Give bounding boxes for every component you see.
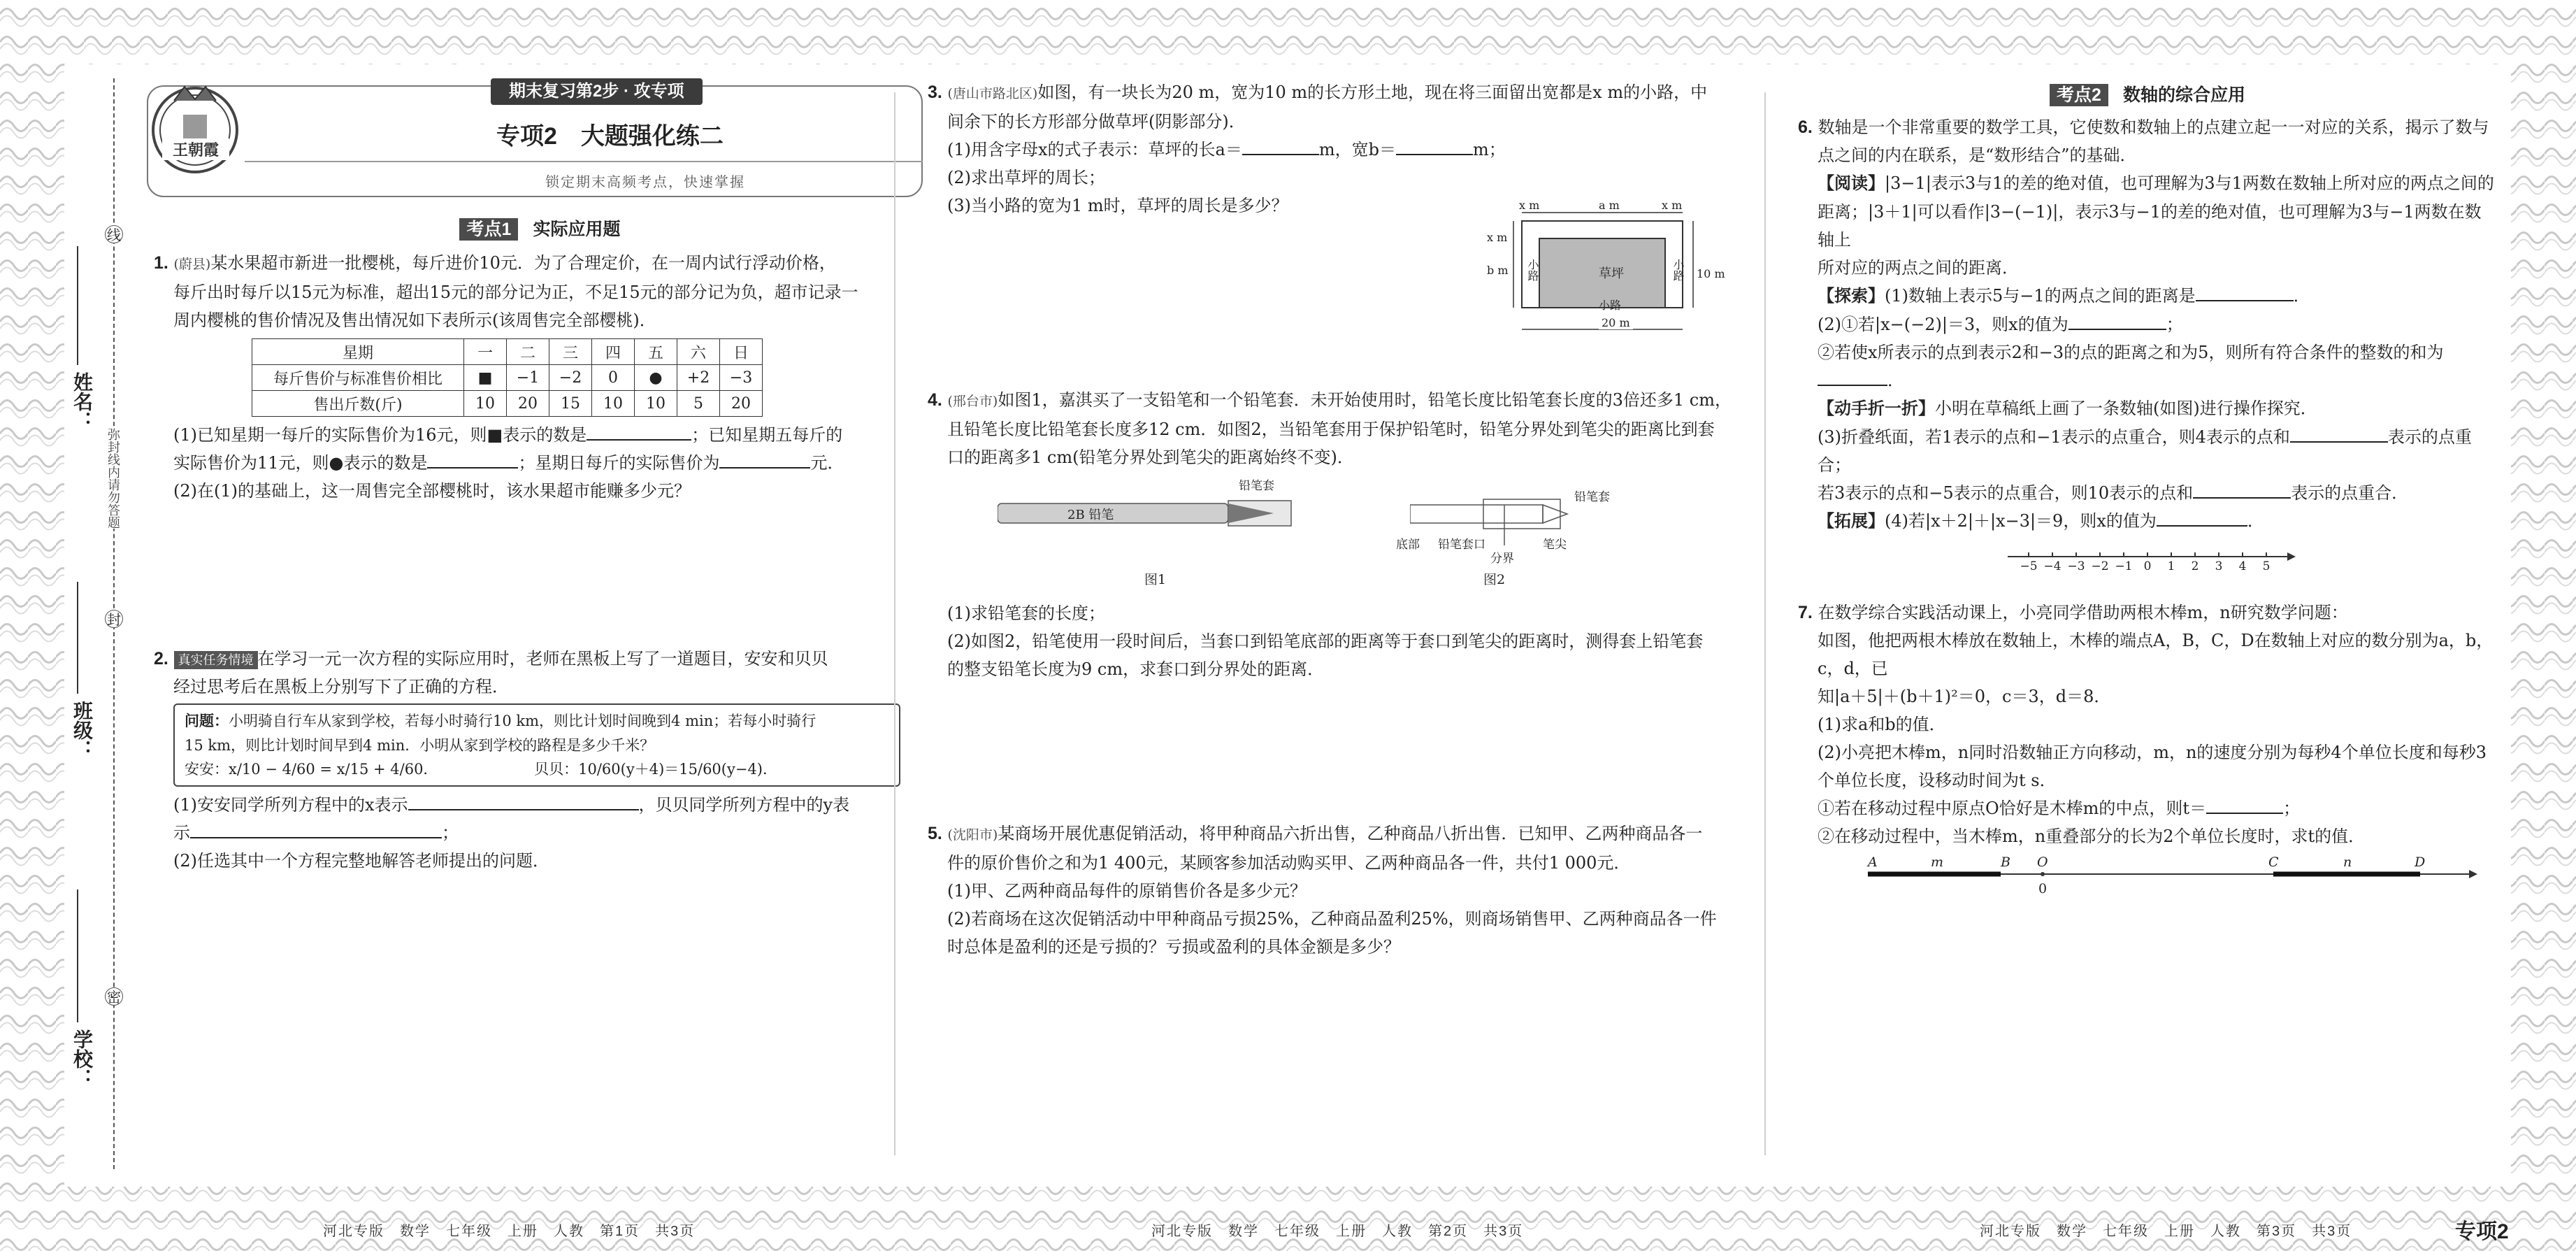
- class-line: [77, 582, 78, 694]
- table-cell: 日: [720, 339, 763, 365]
- q1-part1-a: (1)已知星期一每斤的实际售价为16元，则■表示的数是: [173, 425, 587, 445]
- q7-label-C: C: [2268, 855, 2279, 870]
- question-1: [147, 249, 933, 645]
- school-label: 学校：: [71, 1029, 93, 1088]
- q2-part1-a: (1)安安同学所列方程中的x表示: [173, 795, 408, 815]
- table-cell: 星期: [252, 339, 464, 365]
- q3-part1-b: m，宽b＝: [1318, 140, 1396, 159]
- q3-source: (唐山市路北区): [947, 86, 1038, 101]
- question-4: [928, 386, 1777, 820]
- column-divider-2: [1764, 92, 1766, 1155]
- tick-label: 5: [2262, 559, 2271, 573]
- q4-figure-1: [998, 491, 1305, 533]
- header-block: [147, 78, 933, 211]
- q3-blank-a[interactable]: [1242, 136, 1319, 155]
- table-row: [252, 391, 763, 417]
- q6-fold-2b: 表示的点重合；: [1818, 427, 2472, 475]
- table-cell: −2: [549, 365, 592, 391]
- q1-text-1: 某水果超市新进一批樱桃，每斤进价10元．为了合理定价，在一周内试行浮动价格，: [210, 253, 836, 273]
- q2-box-line-1: 小明骑自行车从家到学校，若每小时骑行10 km，则比计划时间晚到4 min；若每小时骑行: [229, 713, 816, 729]
- column-1: [147, 78, 933, 875]
- q6-explore-3-end: ．: [1887, 371, 1904, 390]
- q3-text-2: 间余下的长方形部分做草坪(阴影部分)．: [947, 112, 1246, 131]
- page-subtitle: 锁定期末高频考点，快速掌握: [545, 173, 745, 190]
- q2-part1-b: ，贝贝同学所列方程中的y表: [638, 795, 850, 815]
- q6-blank-fold1[interactable]: [2290, 423, 2388, 443]
- q6-number: 6.: [1798, 117, 1813, 137]
- q2-text-1: 在学习一元一次方程的实际应用时，老师在黑板上写了一道题目，安安和贝贝: [257, 649, 828, 669]
- q3-fig-10m: 10 m: [1697, 267, 1725, 280]
- q3-fig-xm-left: x m: [1519, 199, 1540, 212]
- q6-text-2: 点之间的内在联系，是“数形结合”的基础．: [1818, 145, 2137, 165]
- table-cell: 三: [549, 339, 592, 365]
- header-banner: 期末复习第2步 · 攻专项: [491, 78, 703, 105]
- seal-mark-seal: 封: [105, 610, 123, 628]
- table-cell: ■: [464, 365, 507, 391]
- logo-text: 王朝霞: [162, 138, 229, 160]
- q4-fig1-caption: 图1: [1144, 572, 1167, 587]
- q3-blank-b[interactable]: [1396, 136, 1473, 155]
- q7-blank-t[interactable]: [2206, 794, 2283, 814]
- q2-number: 2.: [154, 649, 168, 669]
- q3-fig-20m: 20 m: [1599, 316, 1633, 329]
- q3-fig-am: a m: [1599, 199, 1620, 212]
- exam-sheet: [64, 64, 2511, 1243]
- q3-text-1: 如图，有一块长为20 m，宽为10 m的长方形土地，现在将三面留出宽都是x m的小路，中: [1037, 83, 1708, 102]
- q2-part2: (2)任选其中一个方程完整地解答老师提出的问题．: [173, 851, 549, 871]
- q3-part1-a: (1)用含字母x的式子表示：草坪的长a＝: [947, 140, 1242, 159]
- q4-text-1: 如图1，嘉淇买了一支铅笔和一个铅笔套．未开始使用时，铅笔长度比铅笔套长度的3倍还多1 cm，: [998, 390, 1732, 410]
- tick-label: −4: [2043, 559, 2061, 573]
- table-cell: 10: [464, 391, 507, 417]
- table-cell: ●: [635, 365, 677, 391]
- q7-text-2: 如图，他把两根木棒放在数轴上，木棒的端点A，B，C，D在数轴上对应的数分别为a，b，c，d，已: [1818, 631, 2494, 678]
- q1-number: 1.: [154, 253, 168, 273]
- q7-part2-a: (2)小亮把木棒m，n同时沿数轴正方向移动，m，n的速度分别为每秒4个单位长度和每秒3: [1818, 743, 2487, 762]
- tick-label: 0: [2143, 559, 2152, 573]
- q1-part1-c: 实际售价为11元，则●表示的数是: [173, 453, 428, 473]
- q6-explore-tag: 【探索】: [1818, 287, 1885, 306]
- keypoint-2-tag: 考点2: [2050, 84, 2108, 106]
- tick-label: −3: [2067, 559, 2085, 573]
- q7-label-O: O: [2037, 855, 2048, 870]
- table-cell: −3: [720, 365, 763, 391]
- tick-label: 2: [2191, 559, 2199, 573]
- q5-part2-b: 时总体是盈利的还是亏损的？亏损或盈利的具体金额是多少？: [947, 937, 1400, 957]
- q2-tag: 真实任务情境: [174, 651, 258, 669]
- q3-part1-c: m；: [1472, 140, 1506, 159]
- q7-part3-b: ；: [2283, 799, 2301, 818]
- keypoint-2: [1798, 81, 2497, 106]
- table-cell: 每斤售价与标准售价相比: [252, 365, 464, 391]
- q4-part1: (1)求铅笔套的长度；: [947, 603, 1105, 623]
- q6-explore-1: (1)数轴上表示5与−1的两点之间的距离是: [1885, 286, 2196, 306]
- q4-fig1-cap-label: 铅笔套: [1239, 479, 1274, 493]
- class-label: 班级：: [71, 701, 93, 759]
- q7-label-zero: 0: [2038, 881, 2048, 896]
- keypoint-1-title: 实际应用题: [533, 220, 621, 239]
- q4-fig2-boundary-label: 分界: [1490, 552, 1514, 566]
- q3-fig-road-right: 小路: [1671, 259, 1685, 281]
- q1-answer-space[interactable]: [154, 505, 933, 645]
- tick-label: −2: [2091, 559, 2109, 573]
- seal-mark-line: 线: [105, 225, 123, 243]
- q7-label-n: n: [2343, 855, 2352, 870]
- q3-fig-road-bottom: 小路: [1599, 299, 1622, 312]
- table-cell: 一: [464, 339, 507, 365]
- footer-page-2: 河北专版 数学 七年级 上册 人教 第2页 共3页: [1151, 1224, 1524, 1239]
- q1-part1-b: ；已知星期五每斤的: [691, 425, 843, 445]
- footer-page-1: 河北专版 数学 七年级 上册 人教 第1页 共3页: [323, 1224, 696, 1239]
- q4-fig2-cap-label: 铅笔套: [1574, 490, 1610, 504]
- q4-source: (邢台市): [947, 394, 998, 409]
- column-divider-1: [894, 92, 895, 1155]
- keypoint-1-tag: 考点1: [459, 218, 518, 241]
- question-6: [1798, 113, 2497, 599]
- logo: [150, 80, 240, 178]
- q6-read-3: 所对应的两点之间的距离．: [1818, 258, 2019, 278]
- binding-strip: [64, 64, 141, 1187]
- q1-part1-e: 元．: [810, 453, 844, 473]
- q6-fold-tag: 【动手折一折】: [1818, 399, 1935, 418]
- q6-text-1: 数轴是一个非常重要的数学工具，它使数和数轴上的点建立起一一对应的关系，揭示了数与: [1818, 117, 2489, 137]
- table-cell: 六: [677, 339, 720, 365]
- q4-part2-a: (2)如图2，铅笔使用一段时间后，当套口到铅笔底部的距离等于套口到笔尖的距离时，测得套上铅笔套: [947, 631, 1704, 651]
- question-5: [928, 820, 1777, 961]
- q4-number: 4.: [928, 390, 942, 410]
- q7-text-3: 知|a＋5|＋(b＋1)²＝0，c＝3，d＝8．: [1818, 687, 2111, 706]
- table-cell: 四: [592, 339, 635, 365]
- q3-part2: (2)求出草坪的周长；: [947, 168, 1105, 187]
- q1-text-2: 每斤出时每斤以15元为标准，超出15元的部分记为正，不足15元的部分记为负，超市记录一: [173, 283, 858, 302]
- q6-blank-distance[interactable]: [2196, 282, 2294, 301]
- q3-fig-xm-right: x m: [1662, 199, 1683, 212]
- q6-blank-x1[interactable]: [2068, 310, 2166, 330]
- q1-part2: (2)在(1)的基础上，这一周售完全部樱桃时，该水果超市能赚多少元？: [173, 481, 691, 501]
- corner-page-label: 专项2: [2455, 1220, 2509, 1243]
- name-line: [77, 246, 78, 365]
- q7-part1: (1)求a和b的值．: [1818, 715, 1946, 734]
- tick-label: −5: [2020, 559, 2038, 573]
- name-label: 姓名：: [71, 372, 93, 431]
- table-cell: −1: [507, 365, 549, 391]
- q1-price-table: [252, 338, 763, 417]
- tick-label: −1: [2115, 559, 2133, 573]
- q2-part1-d: ；: [442, 823, 459, 843]
- seal-mark-secret: 密: [105, 987, 123, 1006]
- q7-part3-a: ①若在移动过程中原点O恰好是木棒m的中点，则t＝: [1818, 799, 2207, 818]
- q6-ext-1a: (4)若|x＋2|＋|x−3|＝9，则x的值为: [1885, 511, 2157, 531]
- table-cell: 售出斤数(斤): [252, 391, 464, 417]
- q6-blank-sum[interactable]: [1818, 366, 1887, 386]
- q5-source: (沈阳市): [947, 827, 998, 843]
- table-cell: 10: [635, 391, 677, 417]
- q1-blank-dot[interactable]: [427, 449, 518, 469]
- q6-explore-3: ②若使x所表示的点到表示2和−3的点的距离之和为5，则所有符合条件的整数的和为: [1818, 343, 2444, 362]
- q6-ext-tag: 【拓展】: [1818, 512, 1885, 531]
- q6-fold-3a: 若3表示的点和−5表示的点重合，则10表示的点和: [1818, 483, 2194, 503]
- q2-beibei-equation: 贝贝：10/60(y＋4)＝15/60(y−4)．: [534, 761, 777, 778]
- q6-blank-fold2[interactable]: [2193, 479, 2291, 499]
- q7-label-D: D: [2415, 855, 2426, 870]
- q6-explore-2a: (2)①若|x−(−2)|＝3，则x的值为: [1818, 315, 2068, 334]
- q6-fold-1: 小明在草稿纸上画了一条数轴(如图)进行操作探究．: [1935, 399, 2317, 418]
- q4-text-3: 口的距离多1 cm(铅笔分界处到笔尖的距离始终不变)．: [947, 448, 1354, 467]
- tick-label: 4: [2238, 559, 2247, 573]
- q2-anan-equation: 安安：x/10 − 4/60 = x/15 + 4/60．: [185, 761, 438, 778]
- q2-text-2: 经过思考后在黑板上分别写下了正确的方程．: [173, 677, 509, 696]
- q7-part4: ②在移动过程中，当木棒m，n重叠部分的长为2个单位长度时，求t的值．: [1818, 827, 2366, 846]
- q7-text-1: 在数学综合实践活动课上，小亮同学借助两根木棒m，n研究数学问题：: [1818, 603, 2348, 622]
- q2-blank-y[interactable]: [190, 819, 442, 838]
- q2-box-title: 问题：: [185, 713, 229, 729]
- table-cell: 20: [507, 391, 549, 417]
- table-cell: 5: [677, 391, 720, 417]
- q5-text-2: 件的原价售价之和为1 400元，某顾客参加活动购买甲、乙两种商品各一件，共付1 000元．: [947, 853, 1631, 873]
- column-2: [928, 78, 1777, 961]
- school-line: [77, 889, 78, 1022]
- table-cell: +2: [677, 365, 720, 391]
- q2-problem-box: [173, 703, 900, 787]
- q6-explore-1-end: ．: [2293, 286, 2310, 306]
- table-cell: 0: [592, 365, 635, 391]
- q2-blank-x[interactable]: [408, 791, 639, 810]
- q4-part2-b: 的整支铅笔长度为9 cm，求套口到分界处的距离．: [947, 659, 1325, 679]
- q6-ext-1b: ．: [2247, 511, 2264, 531]
- footer-page-3: 河北专版 数学 七年级 上册 人教 第3页 共3页: [1980, 1224, 2352, 1239]
- table-cell: 五: [635, 339, 677, 365]
- q6-blank-ext[interactable]: [2157, 507, 2247, 527]
- q5-part1: (1)甲、乙两种商品每件的原销售价各是多少元？: [947, 881, 1307, 901]
- question-7: [1798, 599, 2497, 903]
- q7-stick-axis: [1798, 855, 2497, 903]
- question-2: [147, 645, 933, 875]
- q1-part1-d: ；星期日每斤的实际售价为: [518, 453, 720, 473]
- q2-part1-c: 示: [173, 823, 190, 843]
- q4-fig2-tip-label: 笔尖: [1543, 538, 1567, 552]
- q6-explore-2b: ；: [2166, 315, 2183, 334]
- title-underline: [245, 161, 923, 162]
- q6-read-1: |3−1|表示3与1的差的绝对值，也可理解为3与1两数在数轴上所对应的两点之间的: [1885, 173, 2494, 193]
- q6-read-tag: 【阅读】: [1818, 174, 1885, 193]
- tick-label: 1: [2167, 559, 2175, 573]
- q5-number: 5.: [928, 824, 942, 843]
- q4-fig2-bottom-label: 底部: [1396, 538, 1420, 552]
- q6-fold-3b: 表示的点重合．: [2291, 483, 2409, 503]
- table-cell: 10: [592, 391, 635, 417]
- keypoint-1: [147, 215, 933, 241]
- seal-note: 弥封线内请勿答题: [103, 428, 122, 529]
- q2-box-line-2: 15 km，则比计划时间早到4 min．小明从家到学校的路程是多少千米？: [185, 737, 655, 754]
- q3-part3: (3)当小路的宽为1 m时，草坪的周长是多少？: [947, 196, 1288, 215]
- q7-part2-b: 个单位长度，设移动时间为t s．: [1818, 771, 2057, 790]
- q4-fig1-pencil-label: 2B 铅笔: [1067, 508, 1114, 522]
- q4-fig2-caption: 图2: [1483, 572, 1506, 587]
- q5-text-1: 某商场开展优惠促销活动，将甲种商品六折出售，乙种商品八折出售．已知甲、乙两种商品各一: [998, 824, 1703, 843]
- page-title: 专项2 大题强化练二: [496, 123, 724, 150]
- table-row: [252, 339, 763, 365]
- q3-fig-road-left: 小路: [1526, 259, 1539, 281]
- keypoint-2-title: 数轴的综合应用: [2122, 85, 2245, 105]
- table-cell: 二: [507, 339, 549, 365]
- q1-blank-square[interactable]: [587, 421, 691, 441]
- q6-number-line: [1798, 543, 2497, 599]
- q6-fold-2a: (3)折叠纸面，若1表示的点和−1表示的点重合，则4表示的点和: [1818, 427, 2290, 447]
- q6-read-2: 距离；|3＋1|可以看作|3−(−1)|，表示3与−1的差的绝对值，也可理解为3与−1两数在数轴上: [1818, 202, 2482, 250]
- q1-source: (蔚县): [173, 257, 211, 272]
- question-3: [928, 78, 1777, 386]
- q3-fig-xm-top: x m: [1487, 231, 1508, 244]
- q1-text-3: 周内樱桃的售价情况及售出情况如下表所示(该周售完全部樱桃)．: [173, 310, 656, 330]
- table-cell: 15: [549, 391, 592, 417]
- q7-label-m: m: [1931, 855, 1944, 870]
- tick-label: 3: [2215, 559, 2223, 573]
- table-cell: 20: [720, 391, 763, 417]
- q4-fig2-mouth-label: 铅笔套口: [1438, 538, 1485, 552]
- q3-number: 3.: [928, 83, 942, 102]
- q3-fig-grass: 草坪: [1599, 266, 1624, 281]
- column-3: [1798, 78, 2497, 903]
- q7-number: 7.: [1798, 603, 1813, 622]
- q1-blank-sunday[interactable]: [719, 449, 810, 469]
- q3-fig-bm: b m: [1487, 264, 1509, 277]
- table-row: [252, 365, 763, 391]
- q5-part2-a: (2)若商场在这次促销活动中甲种商品亏损25%，乙种商品盈利25%，则商场销售甲、乙两种商品各一件: [947, 909, 1717, 929]
- q7-label-A: A: [1868, 855, 1878, 870]
- q4-text-2: 且铅笔长度比铅笔套长度多12 cm．如图2，当铅笔套用于保护铅笔时，铅笔分界处到笔尖的距离比到套: [947, 420, 1715, 439]
- q7-label-B: B: [2001, 855, 2010, 870]
